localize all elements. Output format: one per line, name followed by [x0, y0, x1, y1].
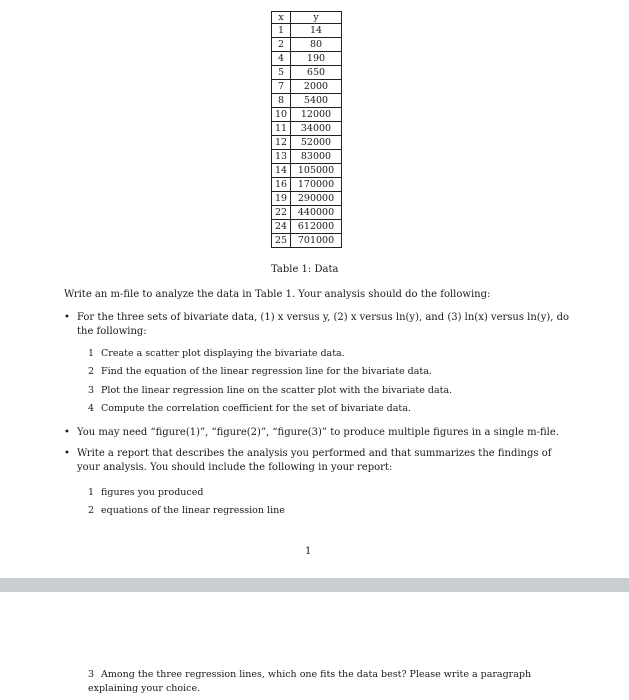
step-item: [88, 384, 568, 398]
header-x: x: [272, 12, 291, 24]
step-number: 2: [88, 366, 95, 377]
table-row: [272, 234, 342, 248]
cell-y: 2000: [291, 80, 342, 94]
cell-y: 5400: [291, 94, 342, 108]
step-number: 3: [88, 669, 95, 680]
step-item: [88, 668, 558, 696]
bullet-text: Write a report that describes the analysis you performed and that summarizes the findings of your analysis. You should include the following in your report:: [77, 448, 552, 473]
page-number: 1: [305, 546, 312, 557]
step-item: [88, 402, 568, 416]
bullet-item: [64, 311, 574, 339]
bullet-dot: •: [64, 448, 70, 459]
cell-y: 80: [291, 38, 342, 52]
step-number: 2: [88, 505, 95, 516]
step-item: [88, 486, 568, 500]
table-header-row: [272, 12, 342, 24]
cell-x: 14: [272, 164, 291, 178]
cell-y: 83000: [291, 150, 342, 164]
table-row: [272, 178, 342, 192]
cell-y: 290000: [291, 192, 342, 206]
cell-x: 10: [272, 108, 291, 122]
table-row: [272, 80, 342, 94]
cell-y: 52000: [291, 136, 342, 150]
bullet-dot: •: [64, 312, 70, 323]
step-text: Create a scatter plot displaying the bivariate data.: [101, 348, 345, 359]
table-row: [272, 206, 342, 220]
step-number: 1: [88, 348, 95, 359]
bullet-dot: •: [64, 427, 70, 438]
table-row: [272, 38, 342, 52]
cell-x: 13: [272, 150, 291, 164]
step-item: [88, 365, 568, 379]
table-row: [272, 94, 342, 108]
step-text: Among the three regression lines, which one fits the data best? Please write a paragraph explaining your choice.: [88, 669, 532, 694]
cell-y: 12000: [291, 108, 342, 122]
table-row: [272, 164, 342, 178]
bullet-text: You may need “figure(1)”, “figure(2)”, “figure(3)” to produce multiple figures in a single m-file.: [77, 427, 559, 438]
table-row: [272, 136, 342, 150]
cell-x: 1: [272, 24, 291, 38]
cell-y: 105000: [291, 164, 342, 178]
cell-x: 19: [272, 192, 291, 206]
table-row: [272, 220, 342, 234]
bullet-item: [64, 447, 574, 475]
bullet-text: For the three sets of bivariate data, (1) x versus y, (2) x versus ln(y), and (3) ln(x) versus ln(y), do the following:: [77, 312, 570, 337]
step-item: [88, 504, 568, 518]
cell-x: 2: [272, 38, 291, 52]
table-row: [272, 108, 342, 122]
cell-x: 16: [272, 178, 291, 192]
table-caption: Table 1: Data: [271, 264, 339, 275]
step-text: Find the equation of the linear regression line for the bivariate data.: [101, 366, 432, 377]
step-text: Plot the linear regression line on the scatter plot with the bivariate data.: [101, 385, 453, 396]
cell-x: 5: [272, 66, 291, 80]
cell-x: 22: [272, 206, 291, 220]
table-row: [272, 150, 342, 164]
page-2: [0, 592, 629, 700]
cell-y: 14: [291, 24, 342, 38]
cell-x: 4: [272, 52, 291, 66]
step-number: 1: [88, 487, 95, 498]
cell-y: 34000: [291, 122, 342, 136]
cell-y: 440000: [291, 206, 342, 220]
table-row: [272, 52, 342, 66]
cell-x: 12: [272, 136, 291, 150]
cell-x: 25: [272, 234, 291, 248]
step-text: equations of the linear regression line: [101, 505, 285, 516]
cell-y: 612000: [291, 220, 342, 234]
step-item: [88, 347, 568, 361]
cell-y: 701000: [291, 234, 342, 248]
table-row: [272, 192, 342, 206]
data-table: [271, 11, 342, 248]
intro-text: Write an m-file to analyze the data in Table 1. Your analysis should do the following:: [64, 289, 491, 300]
cell-y: 190: [291, 52, 342, 66]
cell-x: 11: [272, 122, 291, 136]
cell-x: 7: [272, 80, 291, 94]
table-row: [272, 24, 342, 38]
step-text: figures you produced: [101, 487, 204, 498]
cell-x: 24: [272, 220, 291, 234]
step-text: Compute the correlation coefficient for the set of bivariate data.: [101, 403, 411, 414]
page-separator: [0, 578, 629, 592]
bullet-item: [64, 426, 574, 440]
header-y: y: [291, 12, 342, 24]
step-number: 4: [88, 403, 95, 414]
table-row: [272, 122, 342, 136]
cell-x: 8: [272, 94, 291, 108]
step-number: 3: [88, 385, 95, 396]
cell-y: 170000: [291, 178, 342, 192]
table-row: [272, 66, 342, 80]
table-body: [272, 24, 342, 248]
cell-y: 650: [291, 66, 342, 80]
